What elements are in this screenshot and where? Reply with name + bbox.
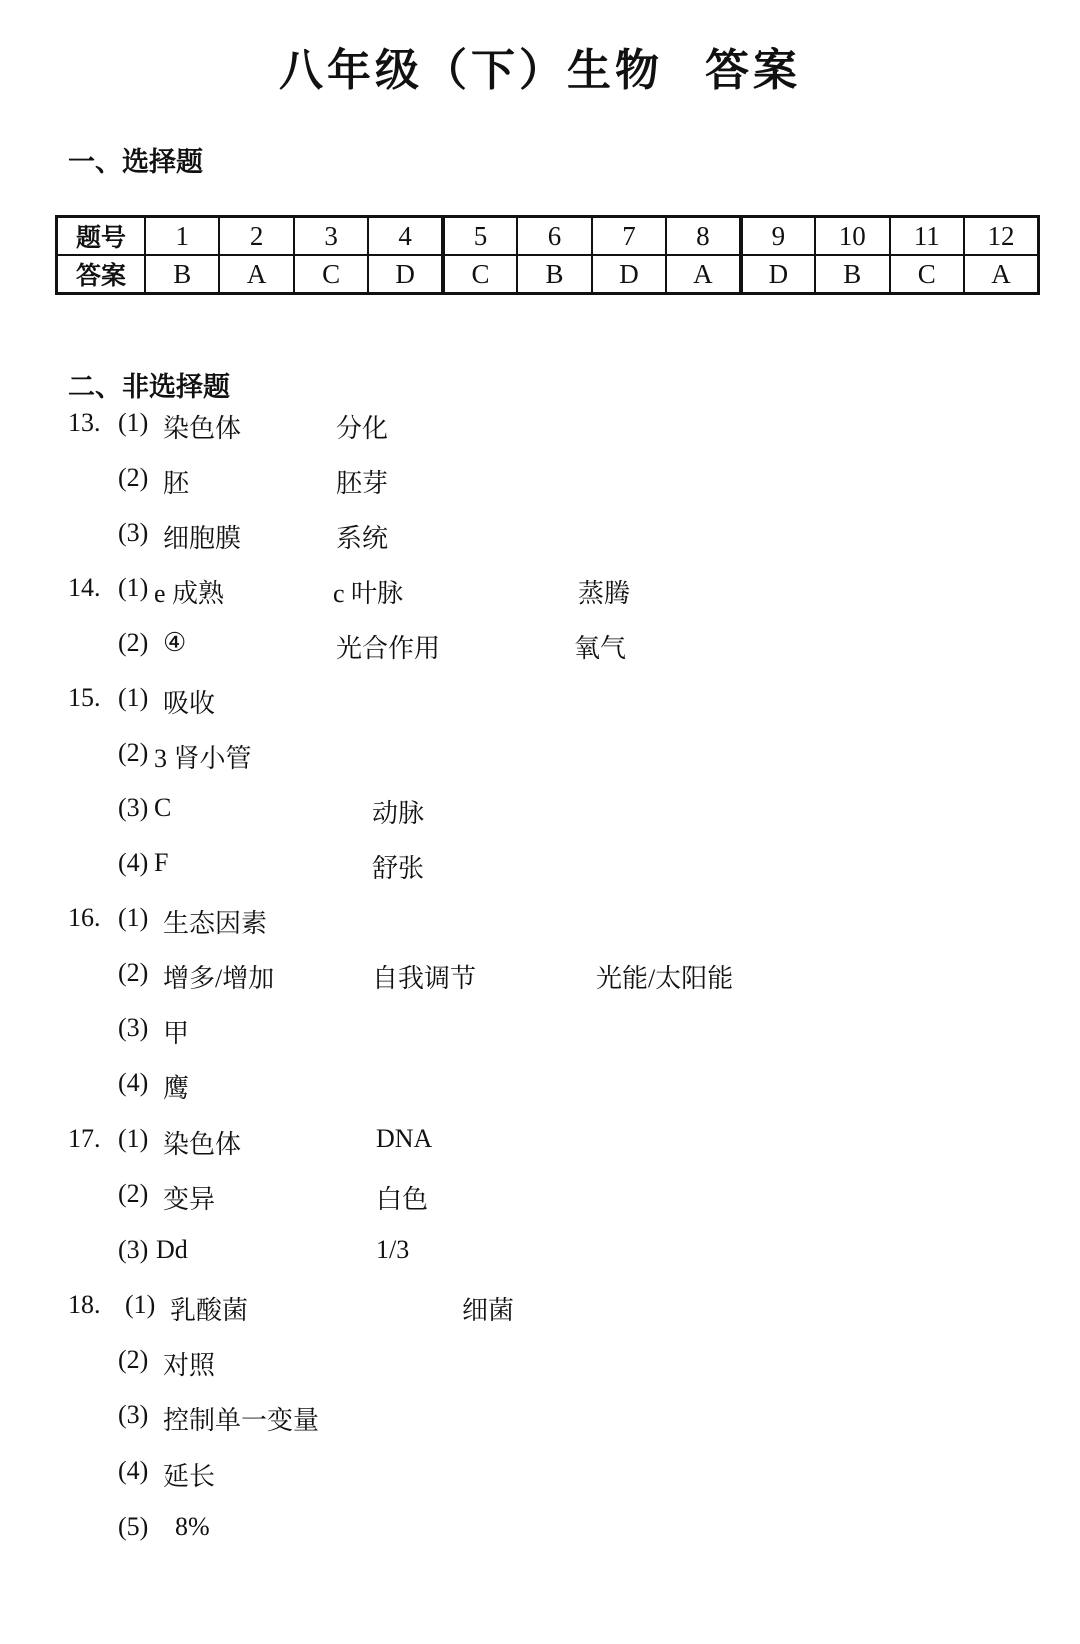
section-heading-nonchoice: 二、非选择题 xyxy=(68,372,230,403)
answer-text: 细胞膜 xyxy=(163,524,242,553)
answer-text: 延长 xyxy=(163,1462,216,1491)
answer-text: Dd xyxy=(156,1235,188,1264)
part-label: (3) xyxy=(118,518,149,547)
cell-number: 5 xyxy=(443,217,517,256)
answer-text: 光能/太阳能 xyxy=(596,964,734,993)
answer-text: 染色体 xyxy=(163,1130,242,1159)
cell-answer: D xyxy=(592,255,666,294)
question-number: 17. xyxy=(68,1124,101,1153)
question-number: 16. xyxy=(68,903,101,932)
part-label: (1) xyxy=(118,683,149,712)
part-label: (2) xyxy=(118,738,149,767)
cell-answer: C xyxy=(294,255,368,294)
cell-answer: D xyxy=(741,255,815,294)
answer-text: 胚芽 xyxy=(336,469,389,498)
answer-text: 增多/增加 xyxy=(163,964,275,993)
answer-table xyxy=(55,215,1040,295)
page-title xyxy=(0,34,1080,98)
table-row-answers xyxy=(57,255,1039,294)
part-label: (1) xyxy=(118,408,149,437)
answer-text: 舒张 xyxy=(372,854,425,883)
answer-text: 甲 xyxy=(163,1019,190,1048)
part-label: (4) xyxy=(118,848,149,877)
question-number: 15. xyxy=(68,683,101,712)
cell-number: 12 xyxy=(964,217,1039,256)
title-subject: 八年级（下）生物 xyxy=(279,45,663,96)
question-number: 18. xyxy=(68,1290,101,1319)
part-label: (1) xyxy=(125,1290,156,1319)
answer-text: 蒸腾 xyxy=(578,579,631,608)
answer-text: 变异 xyxy=(163,1185,216,1214)
cell-number: 10 xyxy=(815,217,889,256)
answer-text: 胚 xyxy=(163,469,190,498)
row-label-answer: 答案 xyxy=(57,255,146,294)
part-label: (4) xyxy=(118,1068,149,1097)
part-label: (1) xyxy=(118,573,149,602)
part-label: (3) xyxy=(118,1235,149,1264)
cell-answer: C xyxy=(443,255,517,294)
answer-text: 白色 xyxy=(376,1185,429,1214)
cell-number: 11 xyxy=(890,217,964,256)
title-answers: 答案 xyxy=(705,45,801,96)
part-label: (1) xyxy=(118,903,149,932)
cell-answer: C xyxy=(890,255,964,294)
part-label: (4) xyxy=(118,1456,149,1485)
cell-number: 9 xyxy=(741,217,815,256)
question-number: 13. xyxy=(68,408,101,437)
part-label: (2) xyxy=(118,1179,149,1208)
answer-text: 鹰 xyxy=(163,1074,190,1103)
answer-text: 系统 xyxy=(336,524,389,553)
cell-number: 1 xyxy=(145,217,219,256)
answer-text: 3 肾小管 xyxy=(154,744,252,773)
answer-text: DNA xyxy=(376,1124,433,1153)
answer-text: 控制单一变量 xyxy=(163,1406,320,1435)
answer-text: 生态因素 xyxy=(163,909,268,938)
answer-text: 1/3 xyxy=(376,1235,410,1264)
cell-number: 6 xyxy=(517,217,591,256)
cell-number: 4 xyxy=(368,217,442,256)
part-label: (2) xyxy=(118,463,149,492)
part-label: (5) xyxy=(118,1512,149,1541)
part-label: (1) xyxy=(118,1124,149,1153)
part-label: (2) xyxy=(118,1345,149,1374)
part-label: (3) xyxy=(118,1013,149,1042)
cell-number: 8 xyxy=(666,217,740,256)
cell-answer: A xyxy=(219,255,293,294)
cell-number: 3 xyxy=(294,217,368,256)
answer-text: 自我调节 xyxy=(372,964,477,993)
cell-answer: B xyxy=(815,255,889,294)
question-number: 14. xyxy=(68,573,101,602)
cell-answer: A xyxy=(666,255,740,294)
cell-answer: D xyxy=(368,255,442,294)
answer-text: e 成熟 xyxy=(154,579,225,608)
answer-text: 染色体 xyxy=(163,414,242,443)
answer-text: 对照 xyxy=(163,1351,216,1380)
answer-text: 乳酸菌 xyxy=(170,1296,249,1325)
part-label: (2) xyxy=(118,628,149,657)
answer-text: 氧气 xyxy=(574,634,627,663)
row-label-question: 题号 xyxy=(57,217,146,256)
cell-answer: B xyxy=(517,255,591,294)
answer-text: 动脉 xyxy=(372,799,425,828)
answer-text: ④ xyxy=(163,628,187,657)
cell-number: 2 xyxy=(219,217,293,256)
table-row-numbers xyxy=(57,217,1039,256)
answer-text: F xyxy=(154,848,169,877)
answer-text: 8% xyxy=(175,1512,210,1541)
answer-text: 吸收 xyxy=(163,689,216,718)
answer-text: 细菌 xyxy=(462,1296,515,1325)
cell-answer: B xyxy=(145,255,219,294)
part-label: (3) xyxy=(118,793,149,822)
section-heading-choice: 一、选择题 xyxy=(68,147,203,178)
cell-answer: A xyxy=(964,255,1039,294)
answer-text: C xyxy=(154,793,172,822)
answer-text: 光合作用 xyxy=(336,634,441,663)
part-label: (3) xyxy=(118,1400,149,1429)
cell-number: 7 xyxy=(592,217,666,256)
part-label: (2) xyxy=(118,958,149,987)
answer-text: c 叶脉 xyxy=(333,579,404,608)
answer-text: 分化 xyxy=(336,414,389,443)
